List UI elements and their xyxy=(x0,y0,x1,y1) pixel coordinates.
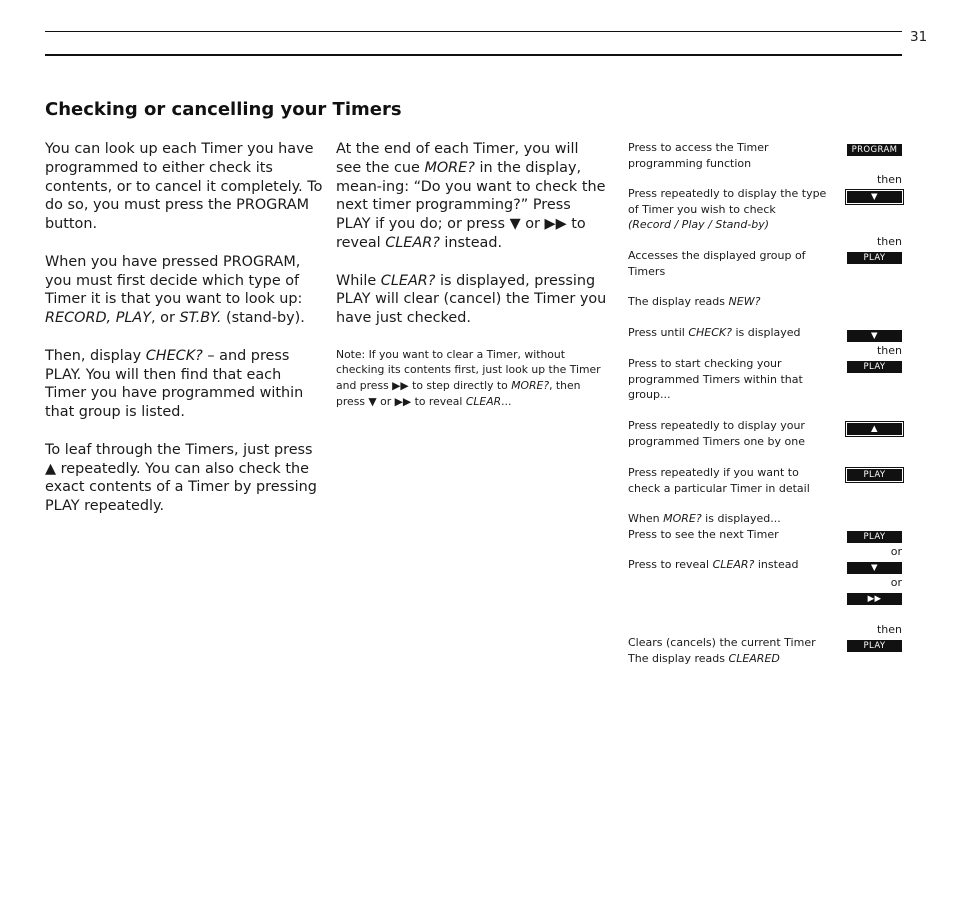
play-button: PLAY xyxy=(847,531,902,543)
step-display-type: Press repeatedly to display the type of Timer you wish to check (Record / Play / Stand-by) xyxy=(628,187,827,231)
connector-or: or xyxy=(890,576,902,589)
play-button: PLAY xyxy=(847,361,902,373)
up-arrow-button: ▲ xyxy=(847,423,902,435)
header-rule-top xyxy=(45,31,902,32)
down-arrow-button: ▼ xyxy=(847,191,902,203)
intro-paragraph-1: You can look up each Timer you have programmed to either check its contents, or to cancel it completely. To do so, you must press the PROGRAM button. xyxy=(45,141,323,233)
connector-then: then xyxy=(876,173,902,186)
step-next-timer: When MORE? is displayed... Press to see the next Timer xyxy=(628,512,781,541)
program-button: PROGRAM xyxy=(847,144,902,156)
page-title: Checking or cancelling your Timers xyxy=(45,99,402,120)
step-clear-timer: Clears (cancels) the current Timer The display reads CLEARED xyxy=(628,636,816,665)
details-note: Note: If you want to clear a Timer, without checking its contents first, just look up the Timer and press ▶▶ to step directly to MORE?, then press ▼ or ▶▶ to reveal CLEAR... xyxy=(336,347,601,408)
step-check-detail: Press repeatedly if you want to check a particular Timer in detail xyxy=(628,466,810,495)
connector-then: then xyxy=(876,623,902,636)
step-access-timer: Press to access the Timer programming function xyxy=(628,141,769,170)
intro-paragraph-2: When you have pressed PROGRAM, you must first decide which type of Timer it is that you want to look up: RECORD, PLAY, or ST.BY. (stand-by). xyxy=(45,253,305,327)
page-number: 31 xyxy=(910,29,928,45)
step-display-new: The display reads NEW? xyxy=(628,295,761,308)
play-button: PLAY xyxy=(847,469,902,481)
column-details xyxy=(336,140,608,428)
step-start-checking: Press to start checking your programmed Timers within that group... xyxy=(628,357,803,401)
header-rule-bottom xyxy=(45,54,902,56)
connector-then: then xyxy=(876,344,902,357)
fast-forward-button: ▶▶ xyxy=(847,593,902,605)
down-arrow-button: ▼ xyxy=(847,562,902,574)
step-reveal-clear: Press to reveal CLEAR? instead xyxy=(628,558,799,571)
connector-or: or xyxy=(890,545,902,558)
details-paragraph-1: At the end of each Timer, you will see the cue MORE? in the display, mean-ing: “Do you want to check the next timer programming?” Press PLAY if you do; or press ▼ or ▶▶ to reveal CLEAR? instead. xyxy=(336,141,606,251)
step-until-check: Press until CHECK? is displayed xyxy=(628,326,801,339)
connector-then: then xyxy=(876,235,902,248)
down-arrow-button: ▼ xyxy=(847,330,902,342)
column-intro xyxy=(45,140,325,535)
intro-paragraph-3: Then, display CHECK? – and press PLAY. You will then find that each Timer you have programmed within that group is listed. xyxy=(45,347,304,421)
step-one-by-one: Press repeatedly to display your programmed Timers one by one xyxy=(628,419,806,448)
intro-paragraph-4: To leaf through the Timers, just press ▲ repeatedly. You can also check the exact contents of a Timer by pressing PLAY repeatedly. xyxy=(45,441,317,515)
details-paragraph-2: While CLEAR? is displayed, pressing PLAY will clear (cancel) the Timer you have just checked. xyxy=(336,272,607,327)
play-button: PLAY xyxy=(847,640,902,652)
step-access-group: Accesses the displayed group of Timers xyxy=(628,249,806,278)
play-button: PLAY xyxy=(847,252,902,264)
